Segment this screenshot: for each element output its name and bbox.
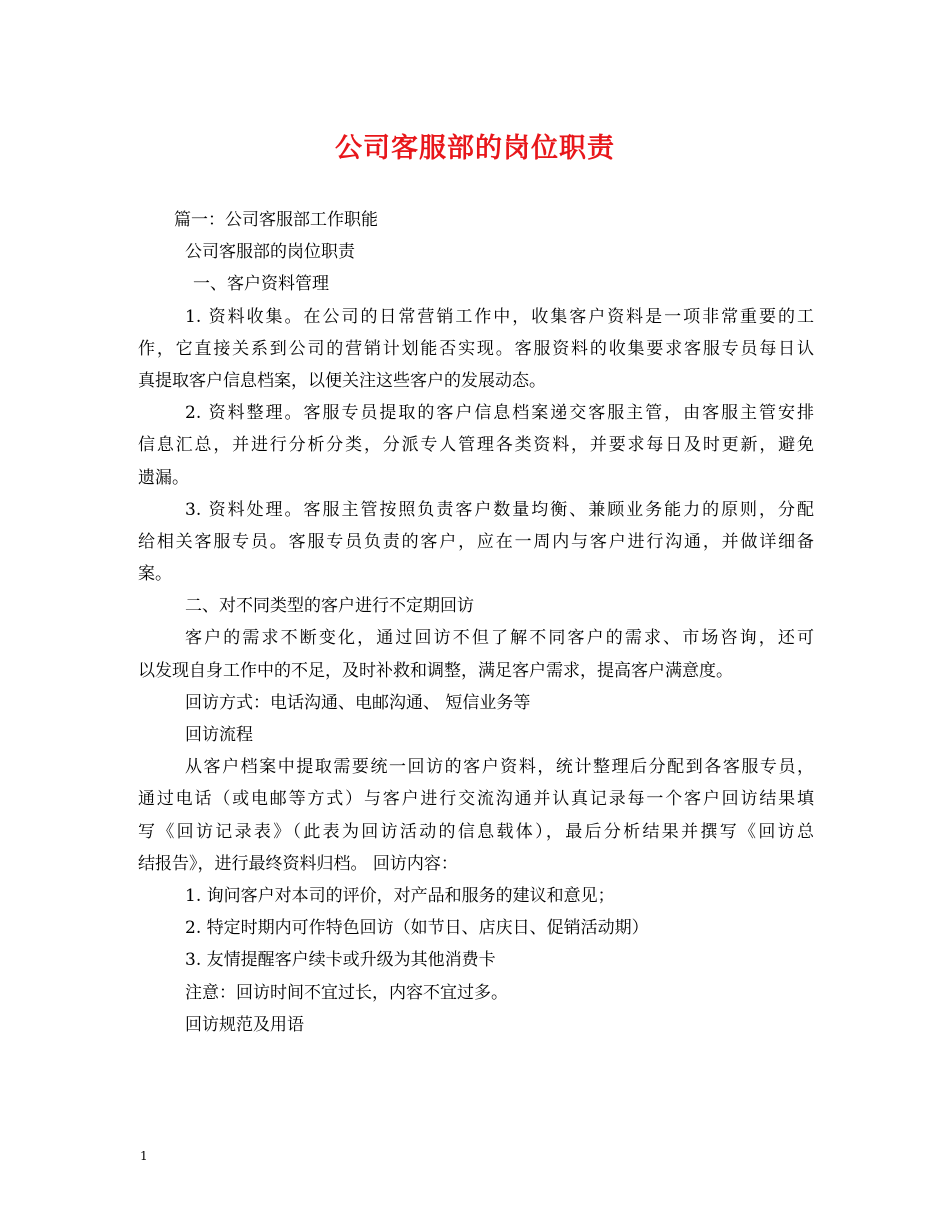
text-line: 回访规范及用语 [185, 1014, 304, 1035]
text-line: 3. 资料处理。客服主管按照负责客户数量均衡、兼顾业务能力的原则，分配 [185, 499, 814, 520]
text-line: 案。 [138, 564, 172, 585]
text-line: 通过电话（或电邮等方式）与客户进行交流沟通并认真记录每一个客户回访结果填 [138, 789, 814, 810]
text-line: 一、客户资料管理 [193, 274, 329, 295]
text-line: 写《回访记录表》（此表为回访活动的信息载体），最后分析结果并撰写《回访总 [138, 821, 814, 842]
text-line: 3. 友情提醒客户续卡或升级为其他消费卡 [185, 950, 496, 971]
text-line: 公司客服部的岗位职责 [185, 242, 355, 263]
text-line: 真提取客户信息档案，以便关注这些客户的发展动态。 [138, 370, 546, 391]
page-number: 1 [140, 1149, 148, 1163]
text-line: 注意：回访时间不宜过长，内容不宜过多。 [185, 982, 508, 1003]
text-line: 二、对不同类型的客户进行不定期回访 [185, 596, 474, 617]
document-title: 公司客服部的岗位职责 [335, 133, 615, 164]
text-line: 2. 特定时期内可作特色回访（如节日、店庆日、促销活动期） [185, 918, 649, 939]
text-line: 篇一：公司客服部工作职能 [174, 210, 378, 230]
text-line: 1. 资料收集。在公司的日常营销工作中，收集客户资料是一项非常重要的工 [185, 306, 814, 327]
text-line: 2. 资料整理。客服专员提取的客户信息档案递交客服主管，由客服主管安排 [185, 403, 814, 424]
text-line: 客户的需求不断变化，通过回访不但了解不同客户的需求、市场咨询，还可 [185, 628, 814, 649]
text-line: 信息汇总，并进行分析分类，分派专人管理各类资料，并要求每日及时更新，避免 [138, 435, 814, 456]
text-line: 1. 询问客户对本司的评价，对产品和服务的建议和意见； [185, 885, 615, 906]
document-body [138, 204, 814, 1041]
text-line: 以发现自身工作中的不足，及时补救和调整，满足客户需求，提高客户满意度。 [138, 660, 733, 681]
text-line: 遗漏。 [138, 467, 189, 488]
text-line: 作，它直接关系到公司的营销计划能否实现。客服资料的收集要求客服专员每日认 [138, 338, 814, 359]
text-line: 回访流程 [185, 725, 253, 745]
text-line: 从客户档案中提取需要统一回访的客户资料，统计整理后分配到各客服专员， [185, 757, 814, 778]
text-line: 回访方式：电话沟通、电邮沟通、 短信业务等 [185, 692, 531, 713]
text-line: 结报告》，进行最终资料归档。 回访内容： [138, 853, 458, 874]
text-line: 给相关客服专员。客服专员负责的客户，应在一周内与客户进行沟通，并做详细备 [138, 531, 814, 552]
